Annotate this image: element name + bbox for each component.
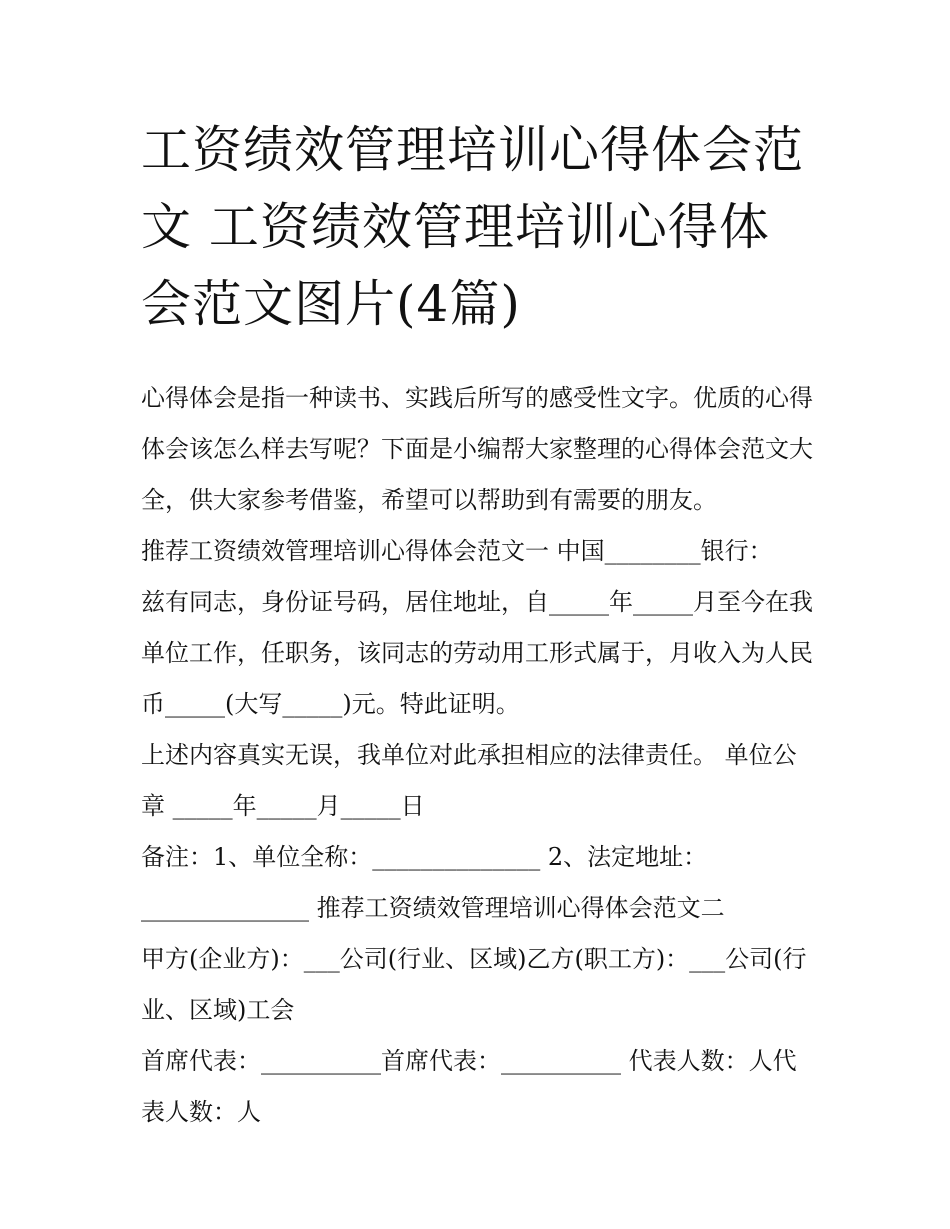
paragraph-representatives: 首席代表：__________首席代表：__________ 代表人数：人代表人数：人 bbox=[141, 1047, 797, 1126]
page-title: 工资绩效管理培训心得体会范文 工资绩效管理培训心得体会范文图片(4篇) bbox=[141, 121, 804, 333]
paragraph-remarks: 备注：1、单位全称：______________ 2、法定地址：______________ 推荐工资绩效管理培训心得体会范文二 bbox=[141, 843, 725, 922]
document-body bbox=[141, 373, 820, 1138]
paragraph-recommend-one: 推荐工资绩效管理培训心得体会范文一 中国________银行： bbox=[141, 537, 773, 565]
paragraph-certificate: 兹有同志，身份证号码，居住地址，自_____年_____月至今在我单位工作，任职务，该同志的劳动用工形式属于，月收入为人民币_____(大写_____)元。特此证明。 bbox=[141, 588, 813, 718]
paragraph-liability: 上述内容真实无误，我单位对此承担相应的法律责任。 单位公章 _____年_____月_____日 bbox=[141, 741, 797, 820]
paragraph-intro: 心得体会是指一种读书、实践后所写的感受性文字。优质的心得体会该怎么样去写呢？下面是小编帮大家整理的心得体会范文大全，供大家参考借鉴，希望可以帮助到有需要的朋友。 bbox=[141, 384, 813, 514]
paragraph-parties: 甲方(企业方)：___公司(行业、区域)乙方(职工方)：___公司(行业、区域)工会 bbox=[141, 945, 807, 1024]
